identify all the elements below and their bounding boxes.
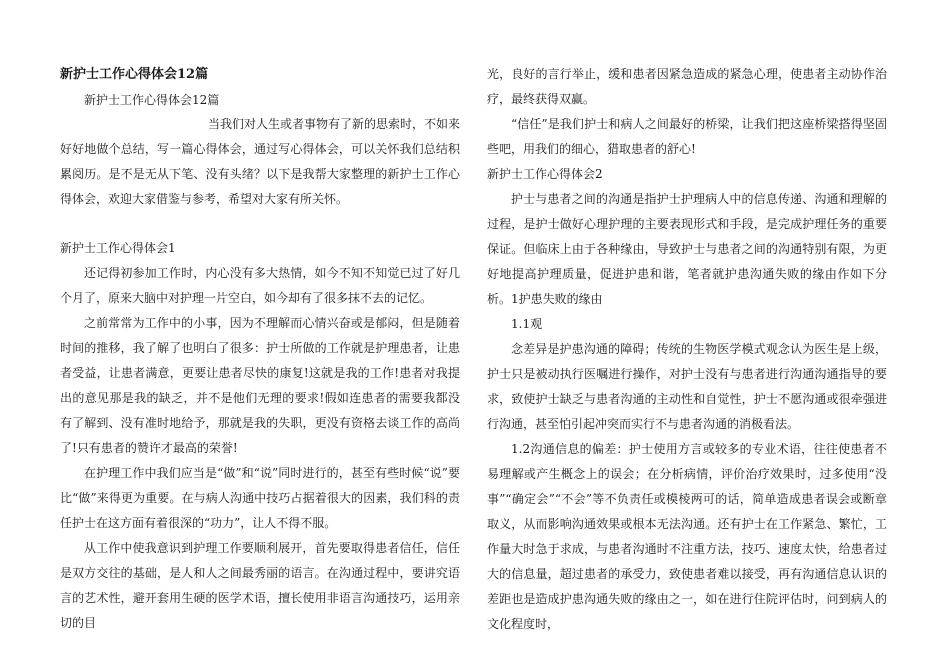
section-heading-1: 新护士工作心得体会1: [60, 241, 176, 255]
paragraph-continued: 光，良好的言行举止，缓和患者因紧急造成的紧急心理，使患者主动协作治疗，最终获得双赢。: [487, 67, 887, 106]
paragraph-4: 从工作中使我意识到护理工作要顺利展开，首先要取得患者信任，信任是双方交往的基础，是人和人之间最秀丽的语言。在沟通过程中，要讲究语言的艺术性，避开套用生硬的医学术语，擅长使用非语言沟通技巧，运用亲切的目: [60, 541, 460, 630]
paragraph-concept: 念差异是护患沟通的障碍；传统的生物医学模式观念认为医生是上级，护士只是被动执行医嘱进行操作，对护士没有与患者进行沟通沟通指导的要求，致使护士缺乏与患者沟通的主动性和自觉性，护士不愿沟通或很牵强进行沟通，甚至怕引起冲突而实行不与患者沟通的消极看法。: [487, 342, 887, 431]
document-title: 新护士工作心得体会12篇: [60, 67, 209, 82]
paragraph-2: 之前常常为工作中的小事，因为不理解而心情兴奋或是郁闷，但是随着时间的推移，我了解了也明白了很多：护士所做的工作就是护理患者，让患者受益，让患者满意，更要让患者尽快的康复!这就是我的工作!患者对我提出的意见那是我的缺乏，并不是他们无理的要求!假如连患者的需要我都没有了解到、没有准时地给予，那就是我的失职，更没有资格去谈工作的高尚了!只有患者的赞许才最高的荣誉!: [60, 316, 460, 455]
paragraph-deviation: 1.2沟通信息的偏差：护士使用方言或较多的专业术语，往往使患者不易理解或产生概念上的误会；在分析病情，评价治疗效果时，过多使用“没事”“确定会”“不会”等不负责任或模棱两可的话，简单造成患者误会或断章取义，从而影响沟通效果或根本无法沟通。还有护士在工作紧急、繁忙，工作量大时急于求成，与患者沟通时不注重方法，技巧、速度太快，给患者过大的信息量，超过患者的承受力，致使患者难以接受，再有沟通信息认识的差距也是造成护患沟通失败的缘由之一，如在进行住院评估时，问到病人的文化程度时，: [487, 442, 887, 631]
paragraph-3: 在护理工作中我们应当是“做”和“说”同时进行的，甚至有些时候“说”要比“做”来得更为重要。在与病人沟通中技巧占据着很大的因素，我们科的责任护士在这方面有着很深的“功力”，让人不得不服。: [60, 466, 460, 530]
paragraph-communication: 护士与患者之间的沟通是指护士护理病人中的信息传递、沟通和理解的过程，是护士做好心理护理的主要表现形式和手段，是完成护理任务的重要保证。但临床上由于各种缘由，导致护士与患者之间的沟通特别有限，为更好地提高护理质量，促进护患和谐，笔者就护患沟通失败的缘由作如下分析。: [487, 192, 887, 306]
subsection-heading-1-1: 1.1观: [511, 317, 543, 331]
paragraph-1: 还记得初参加工作时，内心没有多大热情，如今不知不知觉已过了好几个月了，原来大脑中对护理一片空白，如今却有了很多抹不去的记忆。: [60, 266, 460, 305]
intro-paragraph: 当我们对人生或者事物有了新的思索时，不如来好好地做个总结，写一篇心得体会，通过写心得体会，可以关怀我们总结积累阅历。是不是无从下笔、没有头绪？以下是我帮大家整理的新护士工作心得体会，欢迎大家借鉴与参考，希望对大家有所关怀。: [60, 117, 461, 206]
subsection-heading-1: 1护患失败的缘由: [511, 292, 603, 306]
subtitle: 新护士工作心得体会12篇: [84, 93, 220, 107]
section-heading-2: 新护士工作心得体会2: [487, 167, 603, 181]
paragraph-trust: “信任”是我们护士和病人之间最好的桥梁，让我们把这座桥梁搭得坚固些吧，用我们的细心，猎取患者的舒心!: [487, 117, 887, 156]
